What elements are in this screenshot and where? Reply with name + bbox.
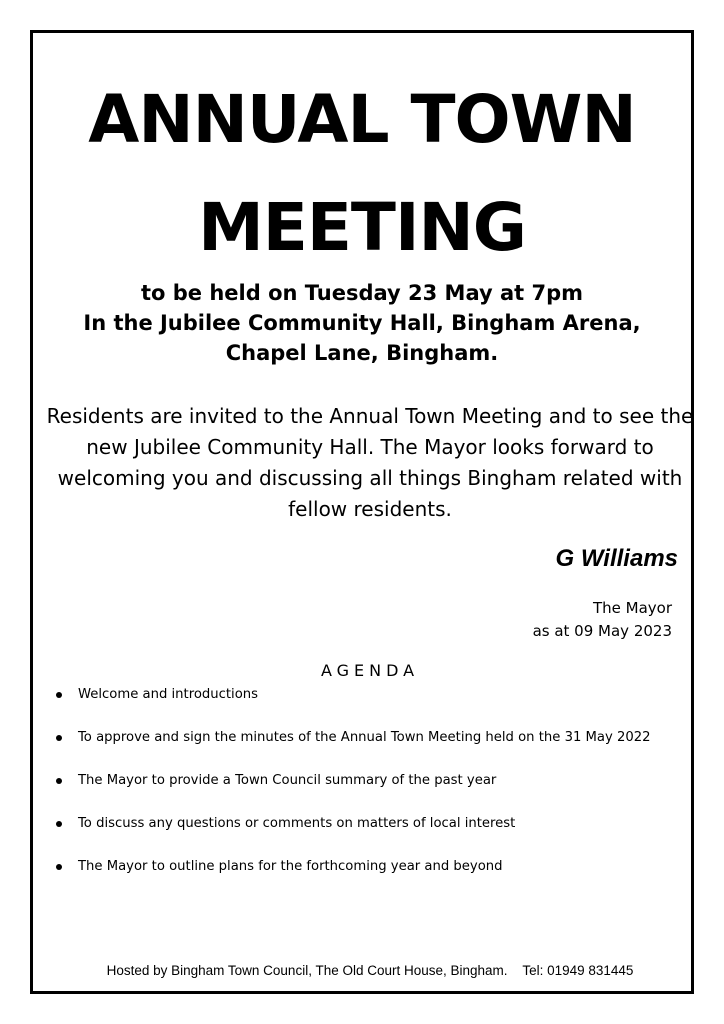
notice-date: as at 09 May 2023 — [532, 622, 672, 640]
agenda-item — [56, 856, 696, 899]
bullet-icon — [56, 821, 62, 827]
agenda-item-text: The Mayor to provide a Town Council summary of the past year — [78, 773, 497, 788]
agenda-item — [56, 684, 696, 727]
agenda-item-text: Welcome and introductions — [78, 687, 259, 702]
bullet-icon — [56, 864, 62, 870]
footer-host: Hosted by Bingham Town Council, The Old Court House, Bingham. — [106, 963, 508, 978]
bullet-icon — [56, 778, 62, 784]
bullet-icon — [56, 735, 62, 741]
meeting-details — [0, 278, 724, 368]
meeting-date: to be held on Tuesday 23 May at 7pm — [140, 281, 584, 305]
title-line-1: ANNUAL TOWN — [88, 81, 636, 158]
bullet-icon — [56, 692, 62, 698]
title-line-2: MEETING — [198, 189, 526, 266]
agenda-item — [56, 813, 696, 856]
footer-phone: Tel: 01949 831445 — [522, 963, 634, 978]
intro-paragraph: Residents are invited to the Annual Town Meeting and to see the new Jubilee Community Hall. The Mayor looks forward to welcoming you and discussing all things Bingham related with fellow residents. — [46, 404, 694, 521]
agenda-item — [56, 770, 696, 813]
signature: G Williams — [555, 545, 678, 572]
agenda-list — [56, 684, 696, 899]
meeting-address: Chapel Lane, Bingham. — [225, 341, 499, 365]
footer — [0, 962, 724, 980]
agenda-item-text: To approve and sign the minutes of the Annual Town Meeting held on the 31 May 2022 — [78, 730, 651, 745]
signatory-block — [533, 597, 672, 643]
agenda-item-text: The Mayor to outline plans for the forthcoming year and beyond — [78, 859, 503, 874]
agenda-item-text: To discuss any questions or comments on matters of local interest — [78, 816, 516, 831]
signatory-role: The Mayor — [592, 599, 672, 617]
agenda-item — [56, 727, 696, 770]
agenda-heading: AGENDA — [320, 661, 420, 680]
meeting-venue: In the Jubilee Community Hall, Bingham Arena, — [83, 311, 641, 335]
